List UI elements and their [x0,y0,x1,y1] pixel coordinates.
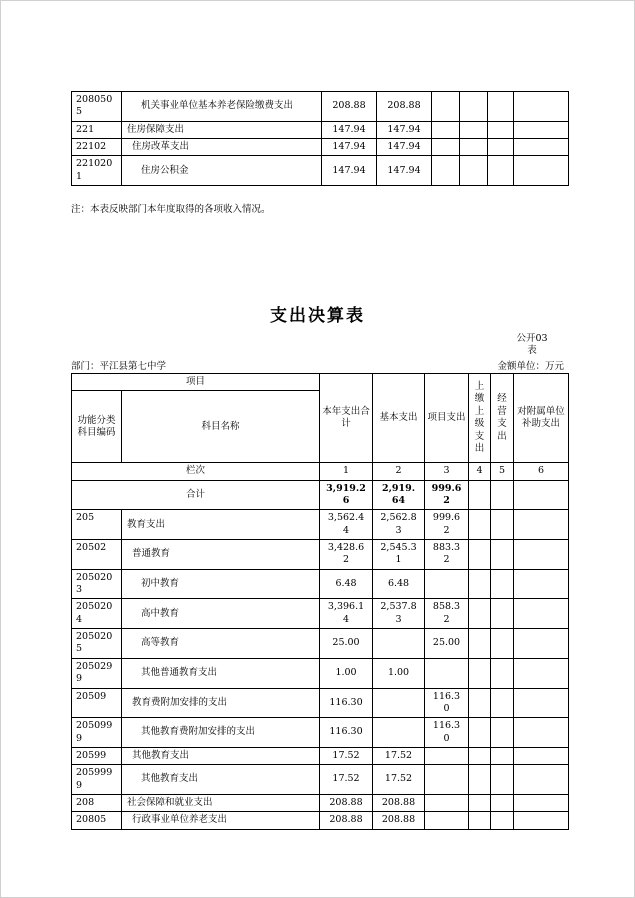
table-row [72,688,569,718]
amount-cell [373,718,425,748]
table-row [72,139,569,156]
empty-cell [469,794,491,811]
amount-cell: 147.94 [322,156,377,186]
empty-cell [491,812,514,829]
empty-cell [514,688,569,718]
amount-cell: 25.00 [425,629,469,659]
amount-cell: 208.88 [322,92,377,122]
amount-cell: 2,545.31 [373,540,425,570]
empty-cell [488,139,514,156]
empty-cell [514,569,569,599]
amount-cell: 17.52 [320,747,373,764]
rank-number-2: 2 [373,463,425,480]
table-row [72,629,569,659]
empty-cell [491,599,514,629]
empty-cell [514,629,569,659]
department-label: 部门：平江县第七中学 [71,361,167,372]
header-subsidy-expenditure: 对附属单位补助支出 [514,374,569,463]
total-amount-project: 999.62 [425,480,469,510]
amount-cell: 116.30 [425,718,469,748]
code-cell: 2050205 [72,629,122,659]
amount-cell: 3,428.62 [320,540,373,570]
amount-cell: 17.52 [373,765,425,795]
name-cell: 初中教育 [122,569,320,599]
total-label: 合计 [72,480,320,510]
empty-cell [491,540,514,570]
code-cell: 20805 [72,812,122,829]
empty-cell [460,139,488,156]
name-cell: 住房保障支出 [122,121,322,138]
header-remit-expenditure: 上缴上级支出 [469,374,491,463]
code-cell: 2059999 [72,765,122,795]
empty-cell [432,156,460,186]
empty-cell [514,510,569,540]
empty-cell [469,629,491,659]
empty-cell [432,139,460,156]
empty-cell [469,480,491,510]
table-row [72,121,569,138]
header-function-code: 功能分类科目编码 [72,391,122,463]
empty-cell [469,688,491,718]
empty-cell [514,658,569,688]
empty-cell [514,718,569,748]
amount-cell: 147.94 [322,121,377,138]
amount-cell: 208.88 [373,794,425,811]
amount-cell [425,812,469,829]
name-cell: 机关事业单位基本养老保险缴费支出 [122,92,322,122]
total-amount-total: 3,919.26 [320,480,373,510]
table-row [72,794,569,811]
code-cell: 221 [72,121,122,138]
code-cell: 2210201 [72,156,122,186]
table-row [72,599,569,629]
header-row-project [72,374,569,391]
amount-cell: 208.88 [320,794,373,811]
amount-cell: 147.94 [322,139,377,156]
amount-cell: 116.30 [320,688,373,718]
empty-cell [514,156,569,186]
empty-cell [514,765,569,795]
empty-cell [514,794,569,811]
name-cell: 住房公积金 [122,156,322,186]
header-row-rank [72,463,569,480]
name-cell: 住房改革支出 [122,139,322,156]
name-cell: 教育费附加安排的支出 [122,688,320,718]
empty-cell [460,92,488,122]
rank-number-5: 5 [491,463,514,480]
amount-cell [373,688,425,718]
amount-cell: 116.30 [320,718,373,748]
unit-label: 金额单位：万元 [497,361,564,372]
amount-cell: 208.88 [377,92,432,122]
empty-cell [469,510,491,540]
amount-cell: 147.94 [377,139,432,156]
header-project: 项目 [72,374,320,391]
empty-cell [514,92,569,122]
table-row [72,718,569,748]
table-row [72,540,569,570]
page-title: 支出决算表 [270,306,365,326]
table-row [72,658,569,688]
empty-cell [469,765,491,795]
table-row [72,156,569,186]
header-total-expenditure: 本年支出合计 [320,374,373,463]
amount-cell [425,569,469,599]
name-cell: 其他教育费附加安排的支出 [122,718,320,748]
amount-cell: 883.32 [425,540,469,570]
code-cell: 2050999 [72,718,122,748]
name-cell: 教育支出 [122,510,320,540]
code-cell: 208 [72,794,122,811]
amount-cell [425,794,469,811]
empty-cell [460,121,488,138]
amount-cell: 17.52 [373,747,425,764]
amount-cell: 2,562.83 [373,510,425,540]
header-subject-name: 科目名称 [122,391,320,463]
empty-cell [514,480,569,510]
empty-cell [491,794,514,811]
code-cell: 22102 [72,139,122,156]
header-operating-expenditure: 经营支出 [491,374,514,463]
amount-cell: 147.94 [377,121,432,138]
income-table-continued [71,91,569,186]
amount-cell: 6.48 [373,569,425,599]
table-meta-row [71,358,564,372]
empty-cell [491,569,514,599]
amount-cell [373,629,425,659]
table-row [72,92,569,122]
table-row [72,510,569,540]
amount-cell: 208.88 [373,812,425,829]
empty-cell [469,747,491,764]
empty-cell [469,658,491,688]
name-cell: 高等教育 [122,629,320,659]
empty-cell [491,629,514,659]
empty-cell [491,688,514,718]
code-cell: 2050204 [72,599,122,629]
empty-cell [469,540,491,570]
empty-cell [488,156,514,186]
rank-number-3: 3 [425,463,469,480]
name-cell: 行政事业单位养老支出 [122,812,320,829]
table-row [72,812,569,829]
name-cell: 高中教育 [122,599,320,629]
empty-cell [432,92,460,122]
empty-cell [469,569,491,599]
amount-cell: 147.94 [377,156,432,186]
code-cell: 20599 [72,747,122,764]
code-cell: 2080505 [72,92,122,122]
name-cell: 社会保障和就业支出 [122,794,320,811]
empty-cell [491,658,514,688]
empty-cell [491,510,514,540]
empty-cell [514,747,569,764]
empty-cell [488,92,514,122]
total-row [72,480,569,510]
header-project-expenditure: 项目支出 [425,374,469,463]
table-row [72,747,569,764]
code-cell: 20502 [72,540,122,570]
amount-cell: 6.48 [320,569,373,599]
table-row [72,569,569,599]
amount-cell: 1.00 [320,658,373,688]
empty-cell [514,599,569,629]
amount-cell: 2,537.83 [373,599,425,629]
empty-cell [460,156,488,186]
name-cell: 其他普通教育支出 [122,658,320,688]
amount-cell: 3,562.44 [320,510,373,540]
code-cell: 20509 [72,688,122,718]
amount-cell: 17.52 [320,765,373,795]
expenditure-table [71,373,569,830]
name-cell: 其他教育支出 [122,765,320,795]
rank-label: 栏次 [72,463,320,480]
total-amount-basic: 2,919.64 [373,480,425,510]
table-row [72,765,569,795]
amount-cell: 208.88 [320,812,373,829]
empty-cell [514,540,569,570]
empty-cell [491,747,514,764]
rank-number-6: 6 [514,463,569,480]
empty-cell [491,765,514,795]
empty-cell [514,121,569,138]
code-cell: 2050203 [72,569,122,599]
doc-code-label: 公开03表 [516,333,548,357]
empty-cell [491,718,514,748]
amount-cell: 1.00 [373,658,425,688]
code-cell: 2050299 [72,658,122,688]
amount-cell: 999.62 [425,510,469,540]
empty-cell [488,121,514,138]
amount-cell [425,747,469,764]
empty-cell [514,812,569,829]
empty-cell [491,480,514,510]
empty-cell [469,718,491,748]
rank-number-4: 4 [469,463,491,480]
empty-cell [514,139,569,156]
header-basic-expenditure: 基本支出 [373,374,425,463]
table-note: 注：本表反映部门本年度取得的各项收入情况。 [71,204,271,215]
rank-number-1: 1 [320,463,373,480]
amount-cell: 3,396.14 [320,599,373,629]
name-cell: 其他教育支出 [122,747,320,764]
empty-cell [432,121,460,138]
name-cell: 普通教育 [122,540,320,570]
amount-cell [425,658,469,688]
amount-cell [425,765,469,795]
empty-cell [469,812,491,829]
empty-cell [469,599,491,629]
amount-cell: 858.32 [425,599,469,629]
amount-cell: 25.00 [320,629,373,659]
amount-cell: 116.30 [425,688,469,718]
code-cell: 205 [72,510,122,540]
